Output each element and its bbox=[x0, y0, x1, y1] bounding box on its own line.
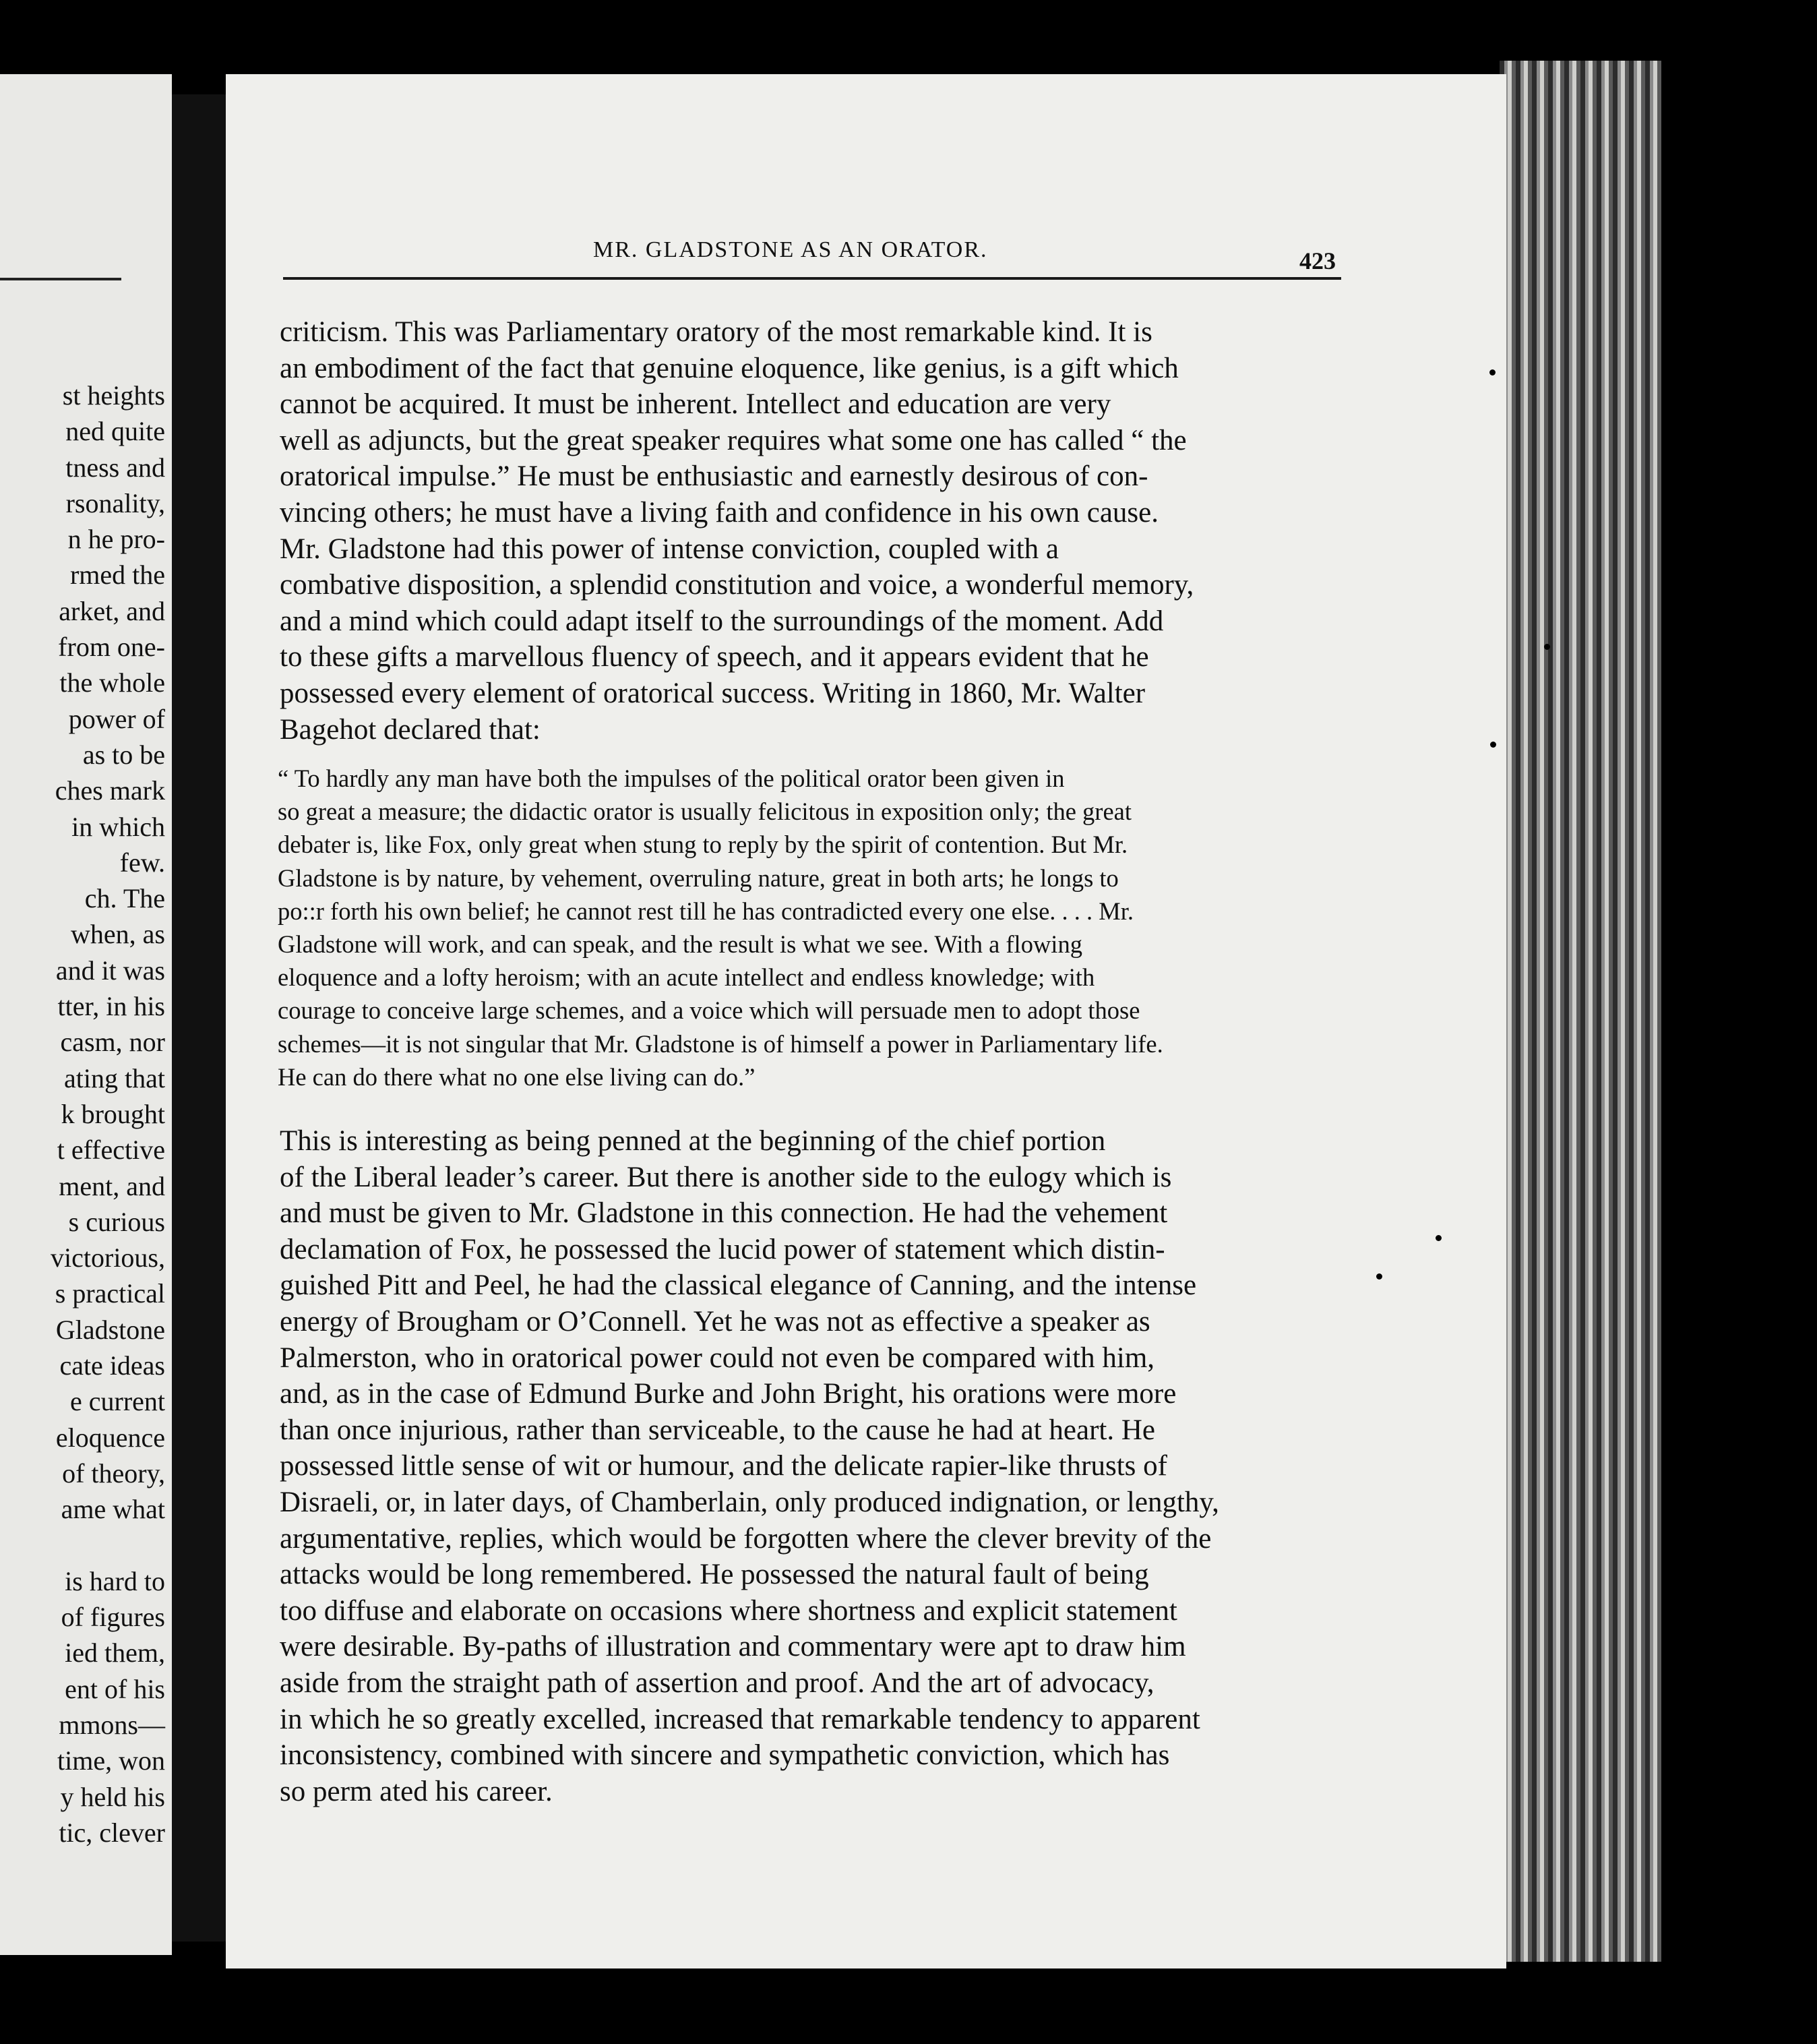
text-line: courage to conceive large schemes, and a voice which will persuade men to adopt those bbox=[278, 996, 1140, 1025]
text-line: of the Liberal leader’s career. But there is another side to the eulogy which is bbox=[280, 1161, 1172, 1193]
text-line: declamation of Fox, he possessed the lucid power of statement which distin- bbox=[280, 1233, 1165, 1265]
book-page-edges bbox=[1500, 61, 1661, 1962]
previous-page-line: arket, and bbox=[59, 595, 165, 626]
text-line: Bagehot declared that: bbox=[280, 713, 541, 746]
text-line: Mr. Gladstone had this power of intense conviction, coupled with a bbox=[280, 533, 1059, 565]
previous-page-line: mmons— bbox=[59, 1709, 165, 1740]
previous-page-line: eloquence bbox=[55, 1422, 165, 1453]
text-line: inconsistency, combined with sincere and sympathetic conviction, which has bbox=[280, 1739, 1170, 1772]
text-line: argumentative, replies, which would be forgotten where the clever brevity of the bbox=[280, 1522, 1212, 1555]
text-line: energy of Brougham or O’Connell. Yet he was not as effective a speaker as bbox=[280, 1305, 1150, 1337]
previous-page-line: few. bbox=[119, 847, 165, 878]
scan-speck bbox=[1490, 742, 1496, 748]
text-line: vincing others; he must have a living faith and confidence in his own cause. bbox=[280, 496, 1159, 529]
previous-page-line: s practical bbox=[55, 1278, 165, 1309]
text-line: oratorical impulse.” He must be enthusiastic and earnestly desirous of con- bbox=[280, 460, 1148, 493]
text-line: debater is, like Fox, only great when stung to reply by the spirit of contention. But Mr. bbox=[278, 831, 1128, 859]
previous-page-text-fragments bbox=[51, 378, 165, 1851]
previous-page-line: and it was bbox=[55, 955, 165, 986]
text-line: and must be given to Mr. Gladstone in this connection. He had the vehement bbox=[280, 1197, 1168, 1230]
previous-page-line: s curious bbox=[68, 1206, 165, 1237]
previous-page-line: ch. The bbox=[84, 883, 165, 914]
scan-speck bbox=[1376, 1273, 1382, 1280]
previous-page-line: Gladstone bbox=[55, 1314, 165, 1345]
previous-page-line: st heights bbox=[62, 380, 165, 411]
text-line: eloquence and a lofty heroism; with an acute intellect and endless knowledge; with bbox=[278, 963, 1095, 992]
text-line: “ To hardly any man have both the impulses of the political orator been given in bbox=[278, 764, 1065, 792]
previous-page-line: e current bbox=[69, 1386, 165, 1417]
previous-page-line: tter, in his bbox=[57, 991, 165, 1022]
previous-page-line: ating that bbox=[64, 1062, 165, 1093]
previous-page-line: tness and bbox=[65, 452, 165, 483]
text-line: in which he so greatly excelled, increased that remarkable tendency to apparent bbox=[280, 1703, 1200, 1735]
previous-page-line: power of bbox=[68, 703, 165, 734]
book-gutter bbox=[172, 94, 226, 1942]
header-rule bbox=[283, 277, 1341, 280]
text-line: po::r forth his own belief; he cannot rest till he has contradicted every one else. . . . Mr. bbox=[278, 897, 1134, 925]
text-line: an embodiment of the fact that genuine eloquence, like genius, is a gift which bbox=[280, 352, 1179, 384]
text-line: combative disposition, a splendid constitution and voice, a wonderful memory, bbox=[280, 569, 1194, 601]
previous-page-line: cate ideas bbox=[59, 1350, 165, 1381]
previous-page-line: t effective bbox=[57, 1135, 165, 1166]
previous-page-line: when, as bbox=[71, 919, 165, 950]
previous-page-line: ches mark bbox=[55, 775, 165, 806]
text-line: cannot be acquired. It must be inherent. Intellect and education are very bbox=[280, 388, 1111, 421]
previous-page-line: tic, clever bbox=[59, 1817, 165, 1848]
text-line: Gladstone will work, and can speak, and the result is what we see. With a flowing bbox=[278, 930, 1082, 959]
previous-page-line: rsonality, bbox=[65, 487, 165, 518]
text-line: guished Pitt and Peel, he had the classical elegance of Canning, and the intense bbox=[280, 1269, 1197, 1302]
running-title: MR. GLADSTONE AS AN ORATOR. bbox=[593, 237, 988, 262]
text-line: Disraeli, or, in later days, of Chamberlain, only produced indignation, or lengthy, bbox=[280, 1486, 1219, 1518]
previous-page-line: ned quite bbox=[65, 416, 165, 447]
scan-speck bbox=[1544, 644, 1550, 650]
previous-page-line: casm, nor bbox=[60, 1027, 165, 1058]
text-line: aside from the straight path of assertion and proof. And the art of advocacy, bbox=[280, 1666, 1154, 1699]
text-line: schemes—it is not singular that Mr. Gladstone is of himself a power in Parliamentary life. bbox=[278, 1029, 1163, 1058]
paragraph-2 bbox=[280, 1123, 1336, 1809]
scan-speck bbox=[1489, 369, 1496, 375]
text-line: were desirable. By-paths of illustration and commentary were apt to draw him bbox=[280, 1631, 1186, 1663]
text-line: attacks would be long remembered. He possessed the natural fault of being bbox=[280, 1559, 1149, 1591]
text-line: than once injurious, rather than serviceable, to the cause he had at heart. He bbox=[280, 1414, 1156, 1446]
text-line: so great a measure; the didactic orator is usually felicitous in exposition only; the great bbox=[278, 798, 1132, 826]
previous-page-line: of theory, bbox=[62, 1457, 165, 1489]
text-line: and, as in the case of Edmund Burke and John Bright, his orations were more bbox=[280, 1378, 1177, 1410]
text-line: He can do there what no one else living can do.” bbox=[278, 1062, 756, 1091]
text-line: to these gifts a marvellous fluency of speech, and it appears evident that he bbox=[280, 641, 1149, 673]
text-line: too diffuse and elaborate on occasions where shortness and explicit statement bbox=[280, 1594, 1177, 1627]
scan-speck bbox=[1436, 1235, 1442, 1241]
text-line: criticism. This was Parliamentary oratory of the most remarkable kind. It is bbox=[280, 316, 1152, 348]
previous-page-line: the whole bbox=[59, 667, 165, 698]
previous-page-line: n he pro- bbox=[67, 524, 165, 555]
previous-page-line: from one- bbox=[58, 632, 165, 663]
page-number: 423 bbox=[1299, 247, 1336, 274]
previous-page-line: of figures bbox=[61, 1602, 165, 1633]
text-line: Gladstone is by nature, by vehement, overruling nature, great in both arts; he longs to bbox=[278, 864, 1119, 892]
previous-page-line: y held his bbox=[60, 1781, 165, 1812]
paragraph-1 bbox=[280, 314, 1336, 748]
previous-page-line: ent of his bbox=[65, 1673, 165, 1704]
previous-page-line: k brought bbox=[61, 1098, 165, 1129]
text-line: possessed little sense of wit or humour, and the delicate rapier-like thrusts of bbox=[280, 1450, 1167, 1482]
previous-page-line: ment, and bbox=[59, 1170, 165, 1201]
previous-page bbox=[0, 74, 172, 1955]
previous-page-line: rmed the bbox=[69, 560, 165, 591]
previous-page-line bbox=[51, 1528, 165, 1563]
bagehot-quotation bbox=[278, 762, 1338, 1093]
text-line: and a mind which could adapt itself to the surroundings of the moment. Add bbox=[280, 605, 1164, 637]
text-line: Palmerston, who in oratorical power could not even be compared with him, bbox=[280, 1342, 1155, 1374]
previous-page-line: is hard to bbox=[65, 1565, 165, 1596]
previous-page-line: time, won bbox=[57, 1745, 165, 1776]
previous-page-line: ied them, bbox=[65, 1637, 165, 1669]
text-line: possessed every element of oratorical success. Writing in 1860, Mr. Walter bbox=[280, 677, 1146, 709]
previous-page-line: in which bbox=[71, 811, 165, 842]
text-line: so perm ated his career. bbox=[280, 1775, 553, 1807]
previous-page-line: victorious, bbox=[51, 1242, 165, 1273]
previous-page-rule bbox=[0, 278, 121, 280]
text-line: well as adjuncts, but the great speaker requires what some one has called “ the bbox=[280, 424, 1187, 456]
previous-page-line: as to be bbox=[82, 739, 165, 770]
text-line: This is interesting as being penned at the beginning of the chief portion bbox=[280, 1125, 1106, 1157]
previous-page-line: ame what bbox=[61, 1494, 165, 1525]
